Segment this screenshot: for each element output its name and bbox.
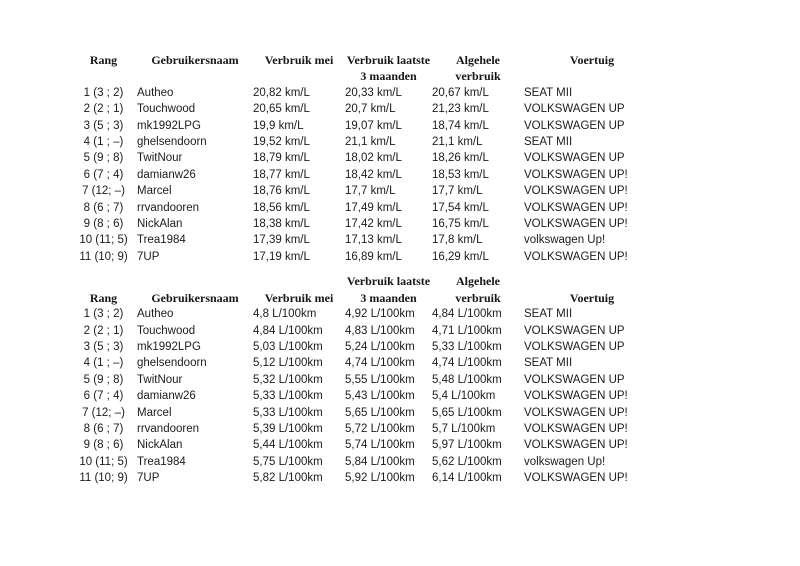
- cell-verbruik-mei: 18,56 km/L: [253, 201, 310, 214]
- cell-rang: 7 (12; –): [82, 185, 125, 198]
- cell-verbruik-mei: 20,82 km/L: [253, 86, 310, 99]
- col-header-algehele-verbruik: [432, 273, 524, 306]
- col-header-verbruik-mei: [253, 273, 345, 306]
- cell-verbruik-mei: 18,79 km/L: [253, 152, 310, 165]
- table-header: [70, 52, 660, 85]
- table-row: [70, 323, 660, 339]
- table-row: [70, 183, 660, 199]
- table-row: [70, 339, 660, 355]
- col-header-rang: [70, 52, 137, 85]
- cell-gebruikersnaam: NickAlan: [137, 218, 183, 231]
- fuel-ranking-table-km-per-l: [70, 52, 660, 265]
- table-row: [70, 167, 660, 183]
- cell-verbruik-mei: 4,84 L/100km: [253, 324, 323, 337]
- cell-verbruik-mei: 17,39 km/L: [253, 234, 310, 247]
- cell-rang: 6 (7 ; 4): [83, 390, 124, 403]
- cell-verbruik-laatste-3-maanden: 4,74 L/100km: [345, 357, 415, 370]
- cell-algehele-verbruik: 5,33 L/100km: [432, 340, 502, 353]
- cell-gebruikersnaam: Autheo: [137, 308, 174, 321]
- cell-algehele-verbruik: 18,74 km/L: [432, 119, 489, 132]
- cell-voertuig: VOLKSWAGEN UP: [524, 324, 625, 337]
- cell-verbruik-laatste-3-maanden: 16,89 km/L: [345, 250, 402, 263]
- col-header-label: Gebruikersnaam: [151, 53, 239, 67]
- cell-verbruik-laatste-3-maanden: 5,92 L/100km: [345, 472, 415, 485]
- col-header-label2: 3 maanden: [360, 69, 417, 84]
- cell-algehele-verbruik: 5,65 L/100km: [432, 406, 502, 419]
- cell-verbruik-mei: 18,38 km/L: [253, 218, 310, 231]
- cell-gebruikersnaam: mk1992LPG: [137, 119, 201, 132]
- cell-voertuig: VOLKSWAGEN UP!: [524, 472, 628, 485]
- cell-gebruikersnaam: ghelsendoorn: [137, 357, 207, 370]
- cell-verbruik-laatste-3-maanden: 5,84 L/100km: [345, 455, 415, 468]
- cell-voertuig: VOLKSWAGEN UP: [524, 119, 625, 132]
- cell-algehele-verbruik: 17,8 km/L: [432, 234, 483, 247]
- cell-verbruik-mei: 5,39 L/100km: [253, 422, 323, 435]
- cell-gebruikersnaam: damianw26: [137, 390, 196, 403]
- cell-verbruik-mei: 5,82 L/100km: [253, 472, 323, 485]
- table-row: [70, 216, 660, 232]
- table-row: [70, 134, 660, 150]
- cell-verbruik-mei: 5,03 L/100km: [253, 340, 323, 353]
- cell-rang: 5 (9 ; 8): [83, 373, 124, 386]
- cell-rang: 3 (5 ; 3): [83, 119, 124, 132]
- cell-verbruik-mei: 18,77 km/L: [253, 168, 310, 181]
- cell-verbruik-mei: 18,76 km/L: [253, 185, 310, 198]
- table-row: [70, 437, 660, 453]
- cell-verbruik-laatste-3-maanden: 19,07 km/L: [345, 119, 402, 132]
- cell-rang: 11 (10; 9): [79, 472, 128, 485]
- col-header-label: Verbruik mei: [264, 290, 334, 305]
- cell-verbruik-laatste-3-maanden: 17,49 km/L: [345, 201, 402, 214]
- col-header-label2: verbruik: [455, 290, 501, 305]
- table-row: [70, 118, 660, 134]
- cell-algehele-verbruik: 5,97 L/100km: [432, 439, 502, 452]
- col-header-label2: verbruik: [455, 69, 501, 84]
- cell-rang: 6 (7 ; 4): [83, 168, 124, 181]
- cell-voertuig: VOLKSWAGEN UP!: [524, 201, 628, 214]
- cell-voertuig: VOLKSWAGEN UP!: [524, 218, 628, 231]
- document-body: [70, 52, 662, 487]
- cell-gebruikersnaam: Touchwood: [137, 103, 196, 116]
- cell-algehele-verbruik: 18,26 km/L: [432, 152, 489, 165]
- cell-rang: 11 (10; 9): [79, 250, 128, 263]
- table-row: [70, 372, 660, 388]
- col-header-label: Gebruikersnaam: [151, 290, 239, 305]
- cell-voertuig: VOLKSWAGEN UP!: [524, 185, 628, 198]
- cell-algehele-verbruik: 4,84 L/100km: [432, 308, 502, 321]
- cell-gebruikersnaam: Trea1984: [137, 455, 186, 468]
- cell-algehele-verbruik: 20,67 km/L: [432, 86, 489, 99]
- cell-verbruik-laatste-3-maanden: 4,92 L/100km: [345, 308, 415, 321]
- table-row: [70, 306, 660, 322]
- cell-rang: 10 (11; 5): [79, 234, 128, 247]
- cell-rang: 9 (8 ; 6): [83, 218, 124, 231]
- cell-voertuig: VOLKSWAGEN UP!: [524, 250, 628, 263]
- header-row: [70, 52, 660, 85]
- cell-voertuig: volkswagen Up!: [524, 455, 606, 468]
- cell-verbruik-laatste-3-maanden: 18,42 km/L: [345, 168, 402, 181]
- cell-algehele-verbruik: 4,74 L/100km: [432, 357, 502, 370]
- cell-algehele-verbruik: 5,4 L/100km: [432, 390, 496, 403]
- cell-rang: 5 (9 ; 8): [83, 152, 124, 165]
- cell-gebruikersnaam: Trea1984: [137, 234, 186, 247]
- cell-voertuig: VOLKSWAGEN UP!: [524, 406, 628, 419]
- cell-algehele-verbruik: 18,53 km/L: [432, 168, 489, 181]
- cell-verbruik-laatste-3-maanden: 5,74 L/100km: [345, 439, 415, 452]
- cell-gebruikersnaam: TwitNour: [137, 373, 183, 386]
- cell-rang: 7 (12; –): [82, 406, 125, 419]
- cell-algehele-verbruik: 6,14 L/100km: [432, 472, 502, 485]
- col-header-rang: [70, 273, 137, 306]
- table-row: [70, 388, 660, 404]
- cell-verbruik-mei: 20,65 km/L: [253, 103, 310, 116]
- cell-verbruik-mei: 5,12 L/100km: [253, 357, 323, 370]
- cell-algehele-verbruik: 16,75 km/L: [432, 218, 489, 231]
- col-header-gebruikersnaam: [137, 273, 253, 306]
- cell-verbruik-laatste-3-maanden: 5,55 L/100km: [345, 373, 415, 386]
- cell-gebruikersnaam: 7UP: [137, 472, 160, 485]
- cell-gebruikersnaam: Touchwood: [137, 324, 196, 337]
- table-body: [70, 306, 660, 486]
- col-header-algehele-verbruik: [432, 52, 524, 85]
- col-header-verbruik-laatste-3-maanden: [345, 52, 432, 85]
- cell-gebruikersnaam: Autheo: [137, 86, 174, 99]
- table-row: [70, 101, 660, 117]
- cell-algehele-verbruik: 16,29 km/L: [432, 250, 489, 263]
- col-header-label: Rang: [89, 53, 118, 67]
- col-header-label: Verbruik laatste: [346, 274, 431, 289]
- cell-voertuig: SEAT MII: [524, 136, 573, 149]
- col-header-label: Verbruik mei: [264, 53, 334, 67]
- cell-algehele-verbruik: 4,71 L/100km: [432, 324, 502, 337]
- cell-voertuig: VOLKSWAGEN UP: [524, 152, 625, 165]
- cell-verbruik-mei: 17,19 km/L: [253, 250, 310, 263]
- cell-gebruikersnaam: 7UP: [137, 250, 160, 263]
- table-row: [70, 200, 660, 216]
- cell-gebruikersnaam: Marcel: [137, 406, 172, 419]
- cell-rang: 8 (6 ; 7): [83, 422, 124, 435]
- col-header-verbruik-mei: [253, 52, 345, 85]
- cell-voertuig: VOLKSWAGEN UP!: [524, 390, 628, 403]
- cell-verbruik-laatste-3-maanden: 5,43 L/100km: [345, 390, 415, 403]
- cell-verbruik-laatste-3-maanden: 4,83 L/100km: [345, 324, 415, 337]
- cell-algehele-verbruik: 21,1 km/L: [432, 136, 483, 149]
- cell-algehele-verbruik: 5,48 L/100km: [432, 373, 502, 386]
- col-header-label: Voertuig: [569, 53, 615, 67]
- cell-rang: 4 (1 ; –): [83, 136, 124, 149]
- col-header-label: Verbruik laatste: [346, 53, 431, 67]
- cell-voertuig: VOLKSWAGEN UP!: [524, 168, 628, 181]
- cell-gebruikersnaam: NickAlan: [137, 439, 183, 452]
- cell-verbruik-mei: 19,9 km/L: [253, 119, 304, 132]
- header-row: [70, 273, 660, 306]
- cell-rang: 1 (3 ; 2): [83, 308, 124, 321]
- cell-voertuig: volkswagen Up!: [524, 234, 606, 247]
- cell-algehele-verbruik: 17,7 km/L: [432, 185, 483, 198]
- cell-verbruik-laatste-3-maanden: 18,02 km/L: [345, 152, 402, 165]
- cell-gebruikersnaam: rrvandooren: [137, 201, 200, 214]
- cell-verbruik-laatste-3-maanden: 5,72 L/100km: [345, 422, 415, 435]
- cell-verbruik-mei: 5,44 L/100km: [253, 439, 323, 452]
- cell-verbruik-laatste-3-maanden: 20,7 km/L: [345, 103, 396, 116]
- cell-algehele-verbruik: 17,54 km/L: [432, 201, 489, 214]
- col-header-label: Rang: [89, 290, 118, 305]
- table-header: [70, 273, 660, 306]
- table-row: [70, 421, 660, 437]
- table-row: [70, 454, 660, 470]
- cell-verbruik-mei: 5,33 L/100km: [253, 406, 323, 419]
- cell-verbruik-laatste-3-maanden: 17,42 km/L: [345, 218, 402, 231]
- col-header-voertuig: [524, 52, 660, 85]
- cell-voertuig: SEAT MII: [524, 308, 573, 321]
- cell-algehele-verbruik: 21,23 km/L: [432, 103, 489, 116]
- cell-verbruik-laatste-3-maanden: 5,24 L/100km: [345, 340, 415, 353]
- col-header-label2: 3 maanden: [360, 290, 417, 305]
- table-row: [70, 232, 660, 248]
- cell-rang: 8 (6 ; 7): [83, 201, 124, 214]
- cell-rang: 1 (3 ; 2): [83, 86, 124, 99]
- cell-verbruik-mei: 5,75 L/100km: [253, 455, 323, 468]
- cell-gebruikersnaam: TwitNour: [137, 152, 183, 165]
- cell-rang: 2 (2 ; 1): [83, 324, 124, 337]
- cell-voertuig: VOLKSWAGEN UP: [524, 103, 625, 116]
- cell-verbruik-laatste-3-maanden: 21,1 km/L: [345, 136, 396, 149]
- cell-rang: 9 (8 ; 6): [83, 439, 124, 452]
- table-row: [70, 85, 660, 101]
- cell-voertuig: VOLKSWAGEN UP: [524, 373, 625, 386]
- table-row: [70, 470, 660, 486]
- table-row: [70, 249, 660, 265]
- col-header-voertuig: [524, 273, 660, 306]
- cell-verbruik-mei: 19,52 km/L: [253, 136, 310, 149]
- col-header-label: Voertuig: [569, 290, 615, 305]
- table-row: [70, 355, 660, 371]
- cell-gebruikersnaam: Marcel: [137, 185, 172, 198]
- cell-rang: 3 (5 ; 3): [83, 340, 124, 353]
- cell-verbruik-laatste-3-maanden: 17,7 km/L: [345, 185, 396, 198]
- table-row: [70, 150, 660, 166]
- cell-rang: 2 (2 ; 1): [83, 103, 124, 116]
- table-row: [70, 405, 660, 421]
- col-header-label: Algehele: [456, 274, 500, 289]
- cell-gebruikersnaam: damianw26: [137, 168, 196, 181]
- col-header-label: Algehele: [456, 53, 500, 67]
- cell-voertuig: VOLKSWAGEN UP: [524, 340, 625, 353]
- cell-voertuig: SEAT MII: [524, 357, 573, 370]
- cell-voertuig: VOLKSWAGEN UP!: [524, 422, 628, 435]
- cell-verbruik-mei: 4,8 L/100km: [253, 308, 317, 321]
- cell-verbruik-laatste-3-maanden: 17,13 km/L: [345, 234, 402, 247]
- cell-algehele-verbruik: 5,7 L/100km: [432, 422, 496, 435]
- cell-gebruikersnaam: rrvandooren: [137, 422, 200, 435]
- cell-voertuig: VOLKSWAGEN UP!: [524, 439, 628, 452]
- cell-verbruik-mei: 5,33 L/100km: [253, 390, 323, 403]
- table-body: [70, 85, 660, 265]
- cell-rang: 10 (11; 5): [79, 455, 128, 468]
- cell-verbruik-laatste-3-maanden: 5,65 L/100km: [345, 406, 415, 419]
- cell-verbruik-mei: 5,32 L/100km: [253, 373, 323, 386]
- cell-voertuig: SEAT MII: [524, 86, 573, 99]
- fuel-ranking-table-l-per-100km: [70, 273, 660, 486]
- cell-algehele-verbruik: 5,62 L/100km: [432, 455, 502, 468]
- cell-verbruik-laatste-3-maanden: 20,33 km/L: [345, 86, 402, 99]
- cell-rang: 4 (1 ; –): [83, 357, 124, 370]
- col-header-gebruikersnaam: [137, 52, 253, 85]
- cell-gebruikersnaam: ghelsendoorn: [137, 136, 207, 149]
- cell-gebruikersnaam: mk1992LPG: [137, 340, 201, 353]
- col-header-verbruik-laatste-3-maanden: [345, 273, 432, 306]
